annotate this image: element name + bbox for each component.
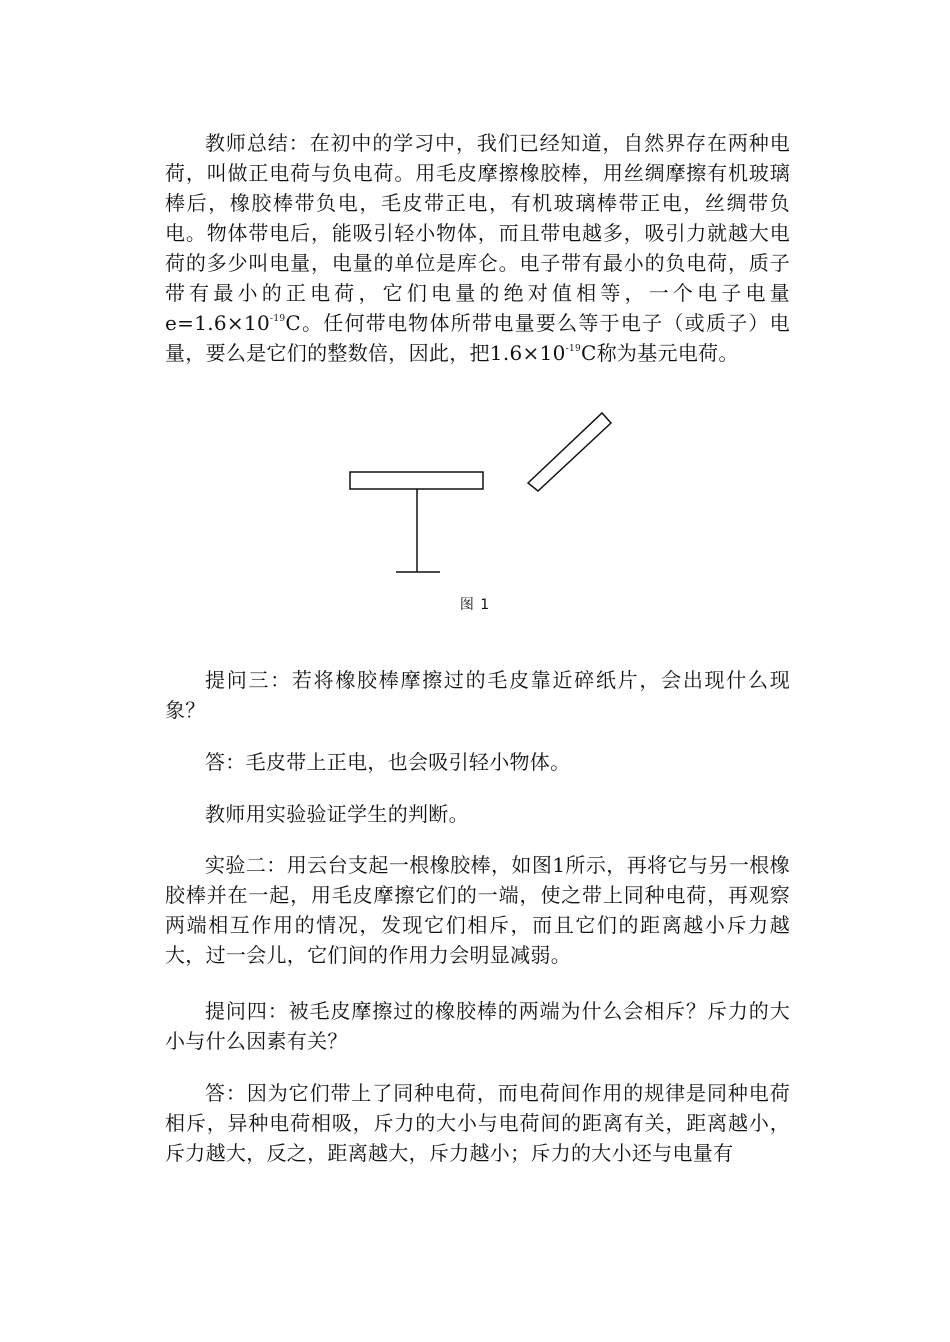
teacher-summary-paragraph [165, 128, 790, 368]
teacher-verification: 教师用实验验证学生的判断。 [205, 802, 469, 826]
electron-charge-prefix: e=1.6×10 [165, 311, 271, 335]
question-4: 提问四：被毛皮摩擦过的橡胶棒的两端为什么会相斥？斥力的大小与什么因素有关？ [165, 999, 790, 1053]
summary-text: 教师总结：在初中的学习中，我们已经知道，自然界存在两种电荷，叫做正电荷与负电荷。用毛皮摩擦橡胶棒，用丝绸摩擦有机玻璃棒后，橡胶棒带负电，毛皮带正电，有机玻璃棒带正电，丝绸带负电。物体带电后，能吸引轻小物体，而且带电越多，吸引力就越大电荷的多少叫电量，电量的单位是库仑。电子带有最小的负电荷，质子带有最小的正电荷，它们电量的绝对值相等，一个电子电量 [165, 131, 790, 305]
tilted-rubber-rod [528, 413, 611, 491]
answer-3: 答：毛皮带上正电，也会吸引轻小物体。 [205, 750, 571, 774]
electron-charge-suffix: C。任何带电物体所带电量要么等于电子（或质子）电量，要么是它们的整数倍，因此，把1.6×10 [165, 311, 790, 365]
exponent-2: -19 [565, 344, 582, 354]
question-3: 提问三：若将橡胶棒摩擦过的毛皮靠近碎纸片，会出现什么现象？ [165, 668, 790, 722]
answer-4: 答：因为它们带上了同种电荷，而电荷间作用的规律是同种电荷相斥，异种电荷相吸，斥力的大小与电荷间的距离有关，距离越小，斥力越大，反之，距离越大，斥力越小；斥力的大小还与电量有 [165, 1081, 790, 1165]
figure-caption: 图 1 [459, 597, 491, 613]
experiment-2: 实验二：用云台支起一根橡胶棒，如图1所示，再将它与另一根橡胶棒并在一起，用毛皮摩擦它们的一端，使之带上同种电荷，再观察两端相互作用的情况，发现它们相斥，而且它们的距离越小斥力越大，过一会儿，它们间的作用力会明显减弱。 [165, 853, 790, 967]
horizontal-rubber-rod [350, 472, 483, 489]
elementary-charge-text: C称为基元电荷。 [581, 341, 739, 365]
exponent-1: -19 [270, 314, 286, 324]
